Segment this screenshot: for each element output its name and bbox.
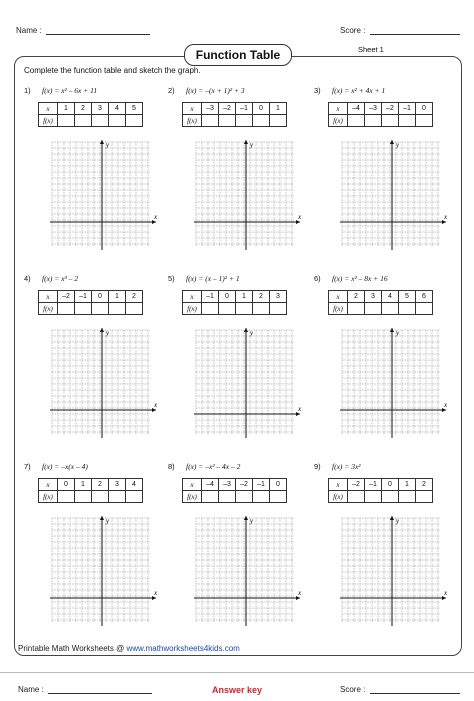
x-value-cell: 1 <box>399 479 416 491</box>
fx-header: f(x) <box>329 115 348 127</box>
y-axis-label: y <box>106 141 110 149</box>
x-value-cell: 2 <box>416 479 433 491</box>
coordinate-grid[interactable] <box>340 328 454 440</box>
fx-answer-cell[interactable] <box>382 491 399 503</box>
x-value-cell: –3 <box>202 103 219 115</box>
function-table <box>38 102 143 127</box>
fx-answer-cell[interactable] <box>365 303 382 315</box>
x-value-cell: 4 <box>109 103 126 115</box>
fx-answer-cell[interactable] <box>270 303 287 315</box>
fx-answer-cell[interactable] <box>399 491 416 503</box>
coordinate-grid[interactable] <box>340 140 454 252</box>
fx-answer-cell[interactable] <box>382 115 399 127</box>
problem-5 <box>168 274 308 454</box>
x-header: x <box>39 291 58 303</box>
x-value-cell: 3 <box>365 291 382 303</box>
x-axis-label: x <box>444 589 448 597</box>
x-header: x <box>39 479 58 491</box>
x-value-cell: 0 <box>253 103 270 115</box>
x-axis-label: x <box>444 401 448 409</box>
problem-function: f(x) = x² – 6x + 11 <box>42 86 98 95</box>
y-axis-label: y <box>396 329 400 337</box>
y-axis-label: y <box>106 517 110 525</box>
fx-answer-cell[interactable] <box>58 115 75 127</box>
x-value-cell: 5 <box>399 291 416 303</box>
x-value-cell: –1 <box>75 291 92 303</box>
problem-function: f(x) = –x(x – 4) <box>42 462 88 471</box>
function-table <box>328 290 433 315</box>
x-axis-label: x <box>444 213 448 221</box>
x-value-cell: 3 <box>109 479 126 491</box>
x-value-cell: 1 <box>236 291 253 303</box>
fx-answer-cell[interactable] <box>399 115 416 127</box>
x-value-cell: 2 <box>75 103 92 115</box>
problem-3 <box>314 86 454 266</box>
y-axis-label: y <box>396 517 400 525</box>
x-value-cell: –1 <box>365 479 382 491</box>
x-value-cell: 0 <box>92 291 109 303</box>
problem-function: f(x) = x² – 8x + 16 <box>332 274 388 283</box>
footer-prefix: Printable Math Worksheets @ <box>18 644 127 653</box>
x-value-cell: –1 <box>399 103 416 115</box>
y-axis-label: y <box>250 141 254 149</box>
fx-answer-cell[interactable] <box>270 491 287 503</box>
x-header: x <box>329 479 348 491</box>
fx-header: f(x) <box>183 303 202 315</box>
fx-answer-cell[interactable] <box>109 491 126 503</box>
x-value-cell: 6 <box>416 291 433 303</box>
x-value-cell: 3 <box>270 291 287 303</box>
bottom-name-line <box>48 693 152 694</box>
fx-answer-cell[interactable] <box>92 115 109 127</box>
fx-header: f(x) <box>183 491 202 503</box>
fx-answer-cell[interactable] <box>270 115 287 127</box>
function-table <box>38 290 143 315</box>
x-value-cell: 0 <box>382 479 399 491</box>
x-value-cell: –2 <box>348 479 365 491</box>
y-axis-label: y <box>250 329 254 337</box>
x-value-cell: –2 <box>219 103 236 115</box>
x-value-cell: 0 <box>270 479 287 491</box>
fx-answer-cell[interactable] <box>382 303 399 315</box>
fx-answer-cell[interactable] <box>92 491 109 503</box>
fx-answer-cell[interactable] <box>416 303 433 315</box>
x-value-cell: 1 <box>109 291 126 303</box>
x-axis-label: x <box>154 401 158 409</box>
fx-answer-cell[interactable] <box>75 115 92 127</box>
x-header: x <box>39 103 58 115</box>
x-header: x <box>183 291 202 303</box>
fx-answer-cell[interactable] <box>202 303 219 315</box>
instructions: Complete the function table and sketch the graph. <box>24 66 201 75</box>
x-value-cell: –4 <box>348 103 365 115</box>
x-header: x <box>183 103 202 115</box>
fx-answer-cell[interactable] <box>109 303 126 315</box>
page-title: Function Table <box>184 44 292 66</box>
fx-answer-cell[interactable] <box>236 491 253 503</box>
fx-answer-cell[interactable] <box>348 491 365 503</box>
x-axis-label: x <box>298 213 302 221</box>
x-axis-label: x <box>298 589 302 597</box>
name-label: Name : <box>16 26 42 35</box>
fx-answer-cell[interactable] <box>399 303 416 315</box>
x-value-cell: 1 <box>58 103 75 115</box>
x-value-cell: –1 <box>236 103 253 115</box>
x-value-cell: –2 <box>58 291 75 303</box>
problem-9 <box>314 462 454 642</box>
problem-number: 5) <box>168 274 175 283</box>
y-axis-label: y <box>250 517 254 525</box>
fx-answer-cell[interactable] <box>416 115 433 127</box>
problem-number: 4) <box>24 274 31 283</box>
x-value-cell: 3 <box>92 103 109 115</box>
fx-answer-cell[interactable] <box>416 491 433 503</box>
problem-number: 8) <box>168 462 175 471</box>
footer-url[interactable]: www.mathworksheets4kids.com <box>126 644 240 653</box>
answer-key-label: Answer key <box>212 685 263 695</box>
name-line <box>46 34 150 35</box>
fx-answer-cell[interactable] <box>253 115 270 127</box>
fx-header: f(x) <box>39 303 58 315</box>
x-value-cell: 1 <box>270 103 287 115</box>
problem-function: f(x) = 3x² <box>332 462 361 471</box>
problem-1 <box>24 86 164 266</box>
fx-answer-cell[interactable] <box>253 303 270 315</box>
problem-number: 6) <box>314 274 321 283</box>
x-axis-label: x <box>154 589 158 597</box>
problem-function: f(x) = –(x + 1)² + 3 <box>186 86 245 95</box>
problem-number: 1) <box>24 86 31 95</box>
bottom-score-label: Score : <box>340 685 366 694</box>
x-value-cell: 1 <box>75 479 92 491</box>
x-value-cell: 2 <box>253 291 270 303</box>
score-line <box>370 34 460 35</box>
coordinate-grid[interactable] <box>194 328 308 440</box>
bottom-score-line <box>370 693 460 694</box>
x-value-cell: 2 <box>92 479 109 491</box>
fx-header: f(x) <box>329 491 348 503</box>
x-value-cell: 0 <box>58 479 75 491</box>
x-value-cell: –3 <box>365 103 382 115</box>
fx-answer-cell[interactable] <box>219 491 236 503</box>
fx-answer-cell[interactable] <box>219 303 236 315</box>
coordinate-grid[interactable] <box>340 516 454 628</box>
coordinate-grid[interactable] <box>194 516 308 628</box>
fx-header: f(x) <box>183 115 202 127</box>
fx-header: f(x) <box>39 491 58 503</box>
fx-answer-cell[interactable] <box>236 303 253 315</box>
fx-answer-cell[interactable] <box>126 303 143 315</box>
problem-function: f(x) = (x – 1)² + 1 <box>186 274 240 283</box>
x-value-cell: 5 <box>126 103 143 115</box>
problem-number: 2) <box>168 86 175 95</box>
fx-header: f(x) <box>329 303 348 315</box>
fx-answer-cell[interactable] <box>109 115 126 127</box>
fx-answer-cell[interactable] <box>365 115 382 127</box>
x-value-cell: 4 <box>126 479 143 491</box>
x-value-cell: 4 <box>382 291 399 303</box>
footer <box>18 644 240 653</box>
problem-function: f(x) = x³ – 2 <box>42 274 79 283</box>
problem-2 <box>168 86 308 266</box>
x-value-cell: –1 <box>253 479 270 491</box>
x-header: x <box>183 479 202 491</box>
fx-answer-cell[interactable] <box>126 491 143 503</box>
problem-7 <box>24 462 164 642</box>
x-header: x <box>329 291 348 303</box>
problem-function: f(x) = –x² – 4x – 2 <box>186 462 241 471</box>
function-table <box>328 478 433 503</box>
coordinate-grid[interactable] <box>50 140 164 252</box>
problem-number: 3) <box>314 86 321 95</box>
fx-answer-cell[interactable] <box>236 115 253 127</box>
fx-answer-cell[interactable] <box>348 115 365 127</box>
y-axis-label: y <box>106 329 110 337</box>
fx-answer-cell[interactable] <box>126 115 143 127</box>
fx-header: f(x) <box>39 115 58 127</box>
function-table <box>182 478 287 503</box>
problem-function: f(x) = x² + 4x + 1 <box>332 86 386 95</box>
function-table <box>182 290 287 315</box>
function-table <box>182 102 287 127</box>
x-value-cell: –3 <box>219 479 236 491</box>
problem-number: 9) <box>314 462 321 471</box>
x-value-cell: –4 <box>202 479 219 491</box>
score-label: Score : <box>340 26 366 35</box>
coordinate-grid[interactable] <box>50 328 164 440</box>
x-value-cell: –1 <box>202 291 219 303</box>
coordinate-grid[interactable] <box>50 516 164 628</box>
fx-answer-cell[interactable] <box>365 491 382 503</box>
x-value-cell: 2 <box>348 291 365 303</box>
fx-answer-cell[interactable] <box>92 303 109 315</box>
x-value-cell: 0 <box>219 291 236 303</box>
fx-answer-cell[interactable] <box>219 115 236 127</box>
y-axis-label: y <box>396 141 400 149</box>
fx-answer-cell[interactable] <box>75 303 92 315</box>
fx-answer-cell[interactable] <box>58 491 75 503</box>
x-axis-label: x <box>298 405 302 413</box>
problem-4 <box>24 274 164 454</box>
sheet-label: Sheet 1 <box>358 45 384 54</box>
function-table <box>328 102 433 127</box>
fx-answer-cell[interactable] <box>348 303 365 315</box>
x-value-cell: 0 <box>416 103 433 115</box>
problem-number: 7) <box>24 462 31 471</box>
coordinate-grid[interactable] <box>194 140 308 252</box>
fx-answer-cell[interactable] <box>253 491 270 503</box>
bottom-name-label: Name : <box>18 685 44 694</box>
x-header: x <box>329 103 348 115</box>
function-table <box>38 478 143 503</box>
problem-8 <box>168 462 308 642</box>
x-value-cell: 2 <box>126 291 143 303</box>
x-value-cell: –2 <box>382 103 399 115</box>
x-axis-label: x <box>154 213 158 221</box>
fx-answer-cell[interactable] <box>75 491 92 503</box>
problem-6 <box>314 274 454 454</box>
fx-answer-cell[interactable] <box>202 491 219 503</box>
x-value-cell: –2 <box>236 479 253 491</box>
fx-answer-cell[interactable] <box>202 115 219 127</box>
fx-answer-cell[interactable] <box>58 303 75 315</box>
